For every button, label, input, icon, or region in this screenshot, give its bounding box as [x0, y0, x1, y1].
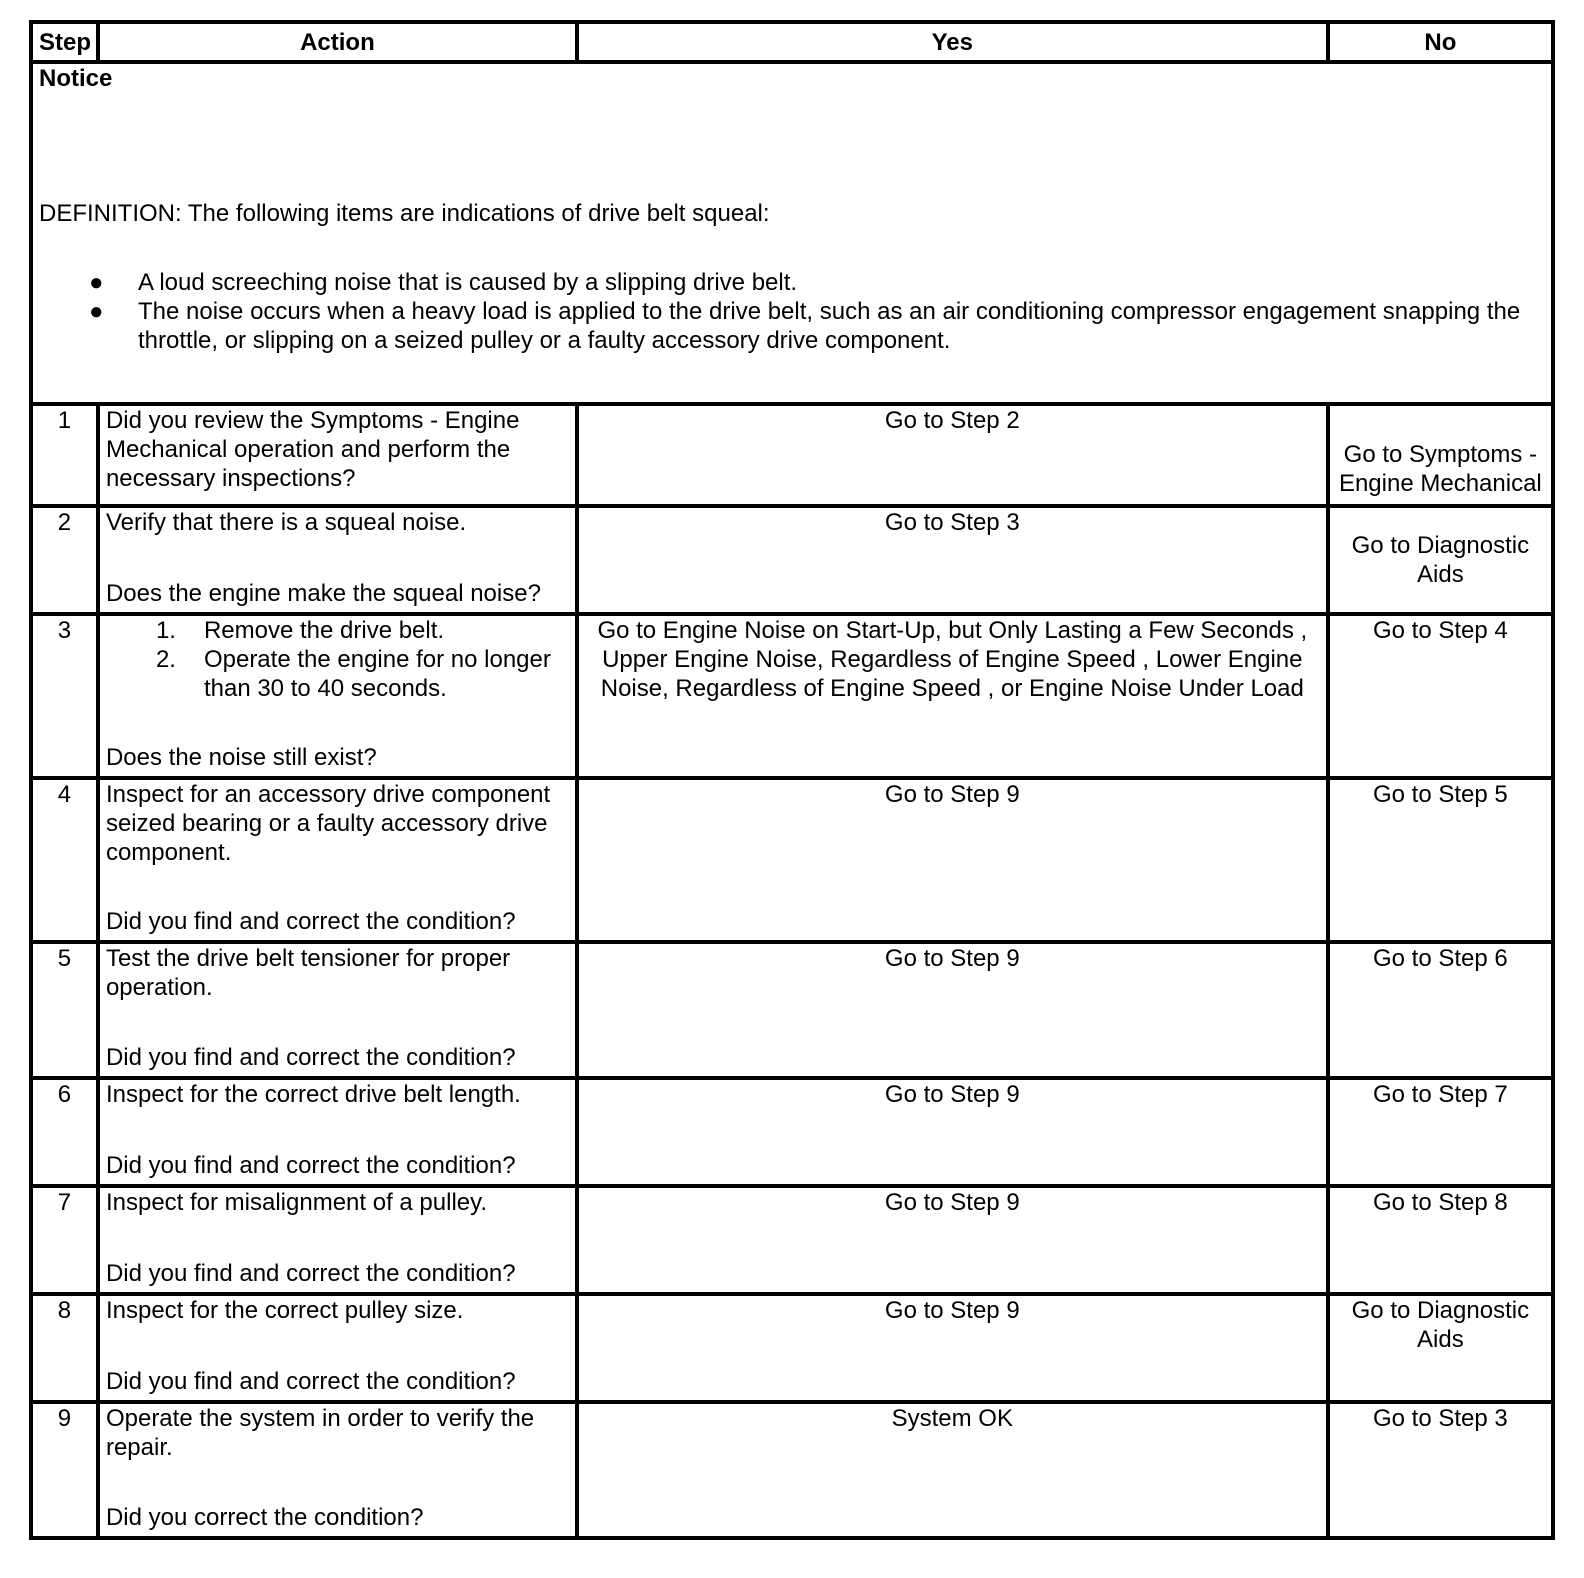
step-number: 8	[31, 1294, 98, 1402]
notice-bullet	[39, 268, 1545, 297]
yes-cell: Go to Step 3	[577, 506, 1328, 614]
substep-item	[106, 645, 569, 703]
notice-row	[31, 62, 1553, 404]
step-number: 5	[31, 942, 98, 1078]
substep-item	[106, 616, 569, 645]
bullet-icon: ●	[89, 269, 104, 296]
action-question: Did you find and correct the condition?	[105, 1368, 516, 1395]
action-text: Inspect for the correct pulley size.	[105, 1297, 464, 1324]
no-cell: Go to Step 4	[1328, 614, 1553, 778]
action-cell	[98, 1186, 577, 1294]
action-cell	[98, 778, 577, 942]
no-cell: Go to Step 3	[1328, 1402, 1553, 1538]
action-text: Inspect for an accessory drive component seized bearing or a faulty accessory drive component.	[105, 781, 551, 866]
no-cell: Go to Diagnostic Aids	[1328, 1294, 1553, 1402]
yes-cell: Go to Step 9	[577, 942, 1328, 1078]
no-cell: Go to Step 6	[1328, 942, 1553, 1078]
action-text: Did you review the Symptoms - Engine Mechanical operation and perform the necessary inspections?	[105, 407, 520, 492]
action-cell	[98, 404, 577, 506]
action-question: Did you find and correct the condition?	[105, 1152, 516, 1179]
action-text: Inspect for misalignment of a pulley.	[105, 1189, 488, 1216]
table-row	[31, 778, 1553, 942]
bullet-icon: ●	[89, 298, 104, 325]
no-cell: Go to Step 8	[1328, 1186, 1553, 1294]
action-text: Test the drive belt tensioner for proper operation.	[105, 945, 511, 1001]
notice-bullet-text: The noise occurs when a heavy load is applied to the drive belt, such as an air conditioning compressor engagement snapping the throttle, or slipping on a seized pulley or a faulty accessory drive component.	[138, 298, 1521, 354]
action-cell	[98, 1402, 577, 1538]
step-number: 9	[31, 1402, 98, 1538]
table-row	[31, 1402, 1553, 1538]
action-question: Did you correct the condition?	[105, 1504, 424, 1531]
notice-cell	[31, 62, 1553, 404]
yes-cell: Go to Step 9	[577, 1186, 1328, 1294]
action-question: Does the noise still exist?	[105, 744, 377, 771]
table-row	[31, 404, 1553, 506]
no-cell: Go to Diagnostic Aids	[1328, 506, 1553, 614]
notice-bullet-list	[39, 268, 1545, 355]
table-row	[31, 506, 1553, 614]
step-number: 4	[31, 778, 98, 942]
action-question: Did you find and correct the condition?	[105, 1260, 516, 1287]
substep-number: 2.	[155, 646, 176, 673]
substep-number: 1.	[155, 617, 176, 644]
step-number: 7	[31, 1186, 98, 1294]
table-row	[31, 942, 1553, 1078]
notice-title: Notice	[39, 65, 113, 92]
step-number: 2	[31, 506, 98, 614]
substep-list	[106, 616, 569, 703]
notice-definition: DEFINITION: The following items are indications of drive belt squeal:	[39, 200, 770, 227]
table-row	[31, 1186, 1553, 1294]
action-question: Did you find and correct the condition?	[105, 908, 516, 935]
action-cell	[98, 1294, 577, 1402]
diagnostic-table	[29, 20, 1555, 1540]
yes-cell: Go to Engine Noise on Start-Up, but Only Lasting a Few Seconds , Upper Engine Noise, Regardless of Engine Speed , Lower Engine Noise, Regardless of Engine Speed , or Engine Noise Under Load	[577, 614, 1328, 778]
step-number: 3	[31, 614, 98, 778]
header-row	[31, 22, 1553, 62]
substep-text: Remove the drive belt.	[203, 617, 445, 644]
table-row	[31, 1078, 1553, 1186]
action-text: Operate the system in order to verify the repair.	[105, 1405, 535, 1461]
action-question: Does the engine make the squeal noise?	[105, 580, 541, 607]
step-number: 6	[31, 1078, 98, 1186]
step-number: 1	[31, 404, 98, 506]
action-text: Verify that there is a squeal noise.	[105, 509, 467, 536]
action-cell	[98, 614, 577, 778]
no-cell: Go to Symptoms - Engine Mechanical	[1328, 404, 1553, 506]
action-cell	[98, 1078, 577, 1186]
yes-cell: Go to Step 9	[577, 1078, 1328, 1186]
yes-cell: System OK	[577, 1402, 1328, 1538]
yes-cell: Go to Step 2	[577, 404, 1328, 506]
yes-cell: Go to Step 9	[577, 1294, 1328, 1402]
header-no: No	[1328, 22, 1553, 62]
header-step: Step	[31, 22, 98, 62]
table-row	[31, 614, 1553, 778]
header-yes: Yes	[577, 22, 1328, 62]
no-cell: Go to Step 7	[1328, 1078, 1553, 1186]
action-cell	[98, 942, 577, 1078]
notice-bullet-text: A loud screeching noise that is caused by a slipping drive belt.	[138, 269, 798, 296]
no-cell: Go to Step 5	[1328, 778, 1553, 942]
notice-bullet	[39, 297, 1545, 355]
action-cell	[98, 506, 577, 614]
action-text: Inspect for the correct drive belt length.	[105, 1081, 521, 1108]
substep-text: Operate the engine for no longer than 30 to 40 seconds.	[203, 646, 551, 702]
action-question: Did you find and correct the condition?	[105, 1044, 516, 1071]
yes-cell: Go to Step 9	[577, 778, 1328, 942]
table-row	[31, 1294, 1553, 1402]
header-action: Action	[98, 22, 577, 62]
